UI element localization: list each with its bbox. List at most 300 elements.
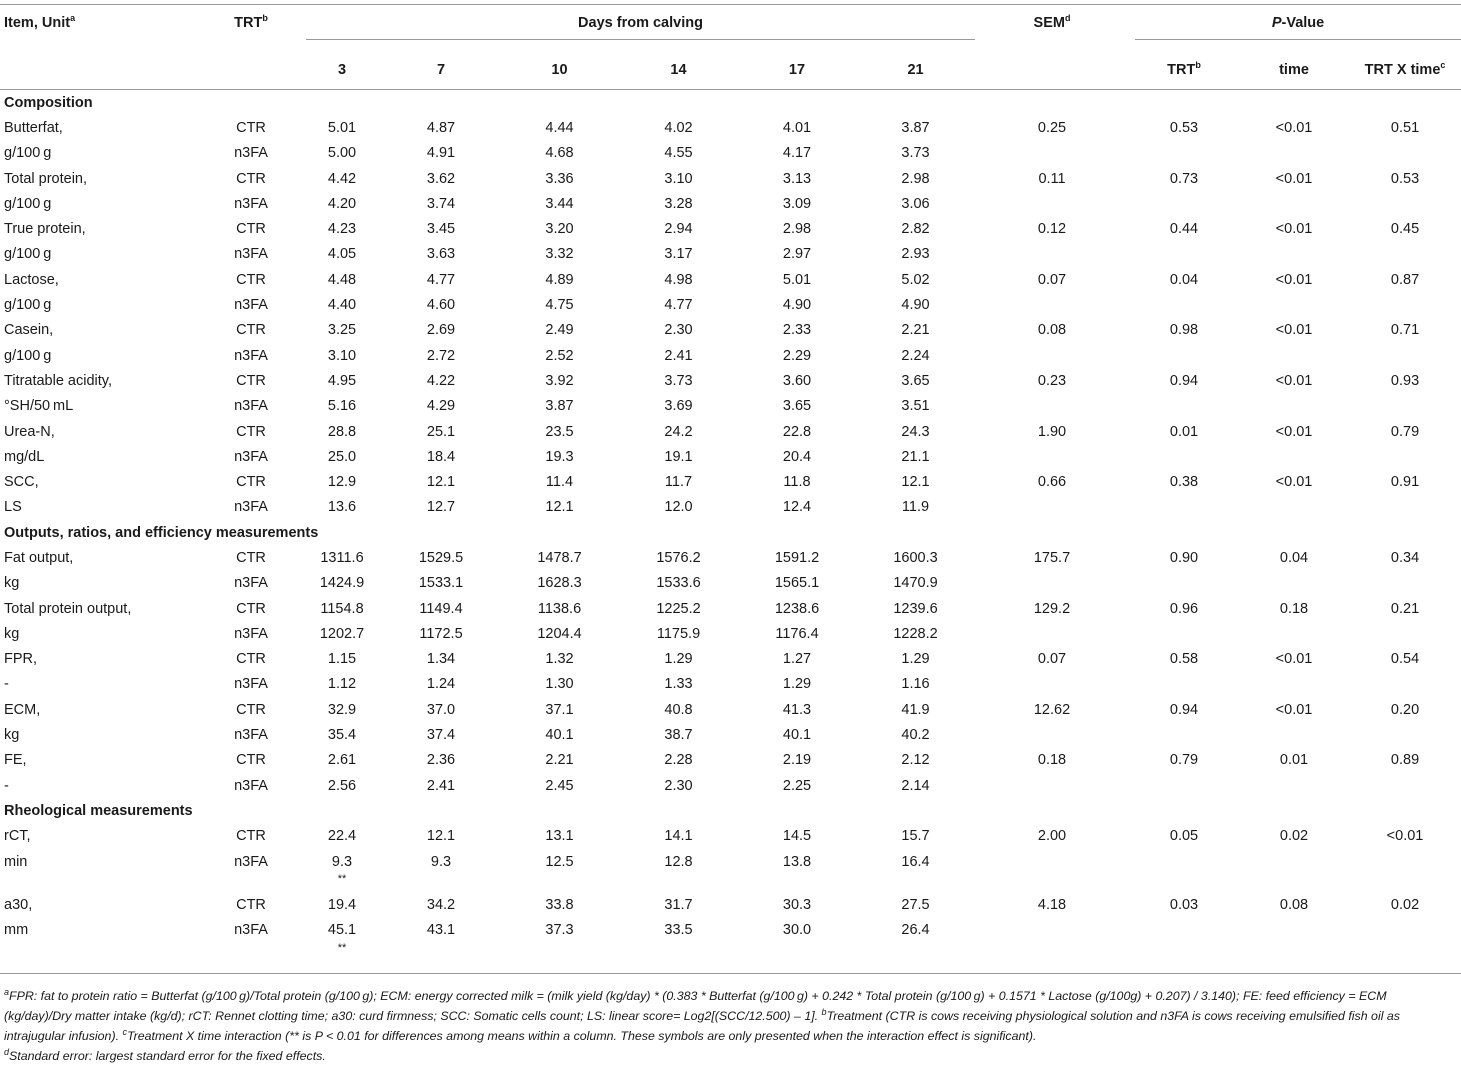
p-time-value: <0.01: [1275, 221, 1313, 238]
empty-cell: [975, 773, 1129, 798]
value-cell: 3.92: [545, 372, 574, 389]
table-row: [0, 191, 1461, 216]
pvalue-group-header: P-Value: [1129, 5, 1461, 52]
item-name: Lactose,: [4, 271, 59, 288]
sem-value: 1.90: [1037, 423, 1067, 440]
table-row: [0, 343, 1461, 368]
value-cell: 12.9: [327, 474, 357, 491]
footnote-c: Treatment X time interaction (** is P < 0.01 for differences among means within a column. These symbols are only presented when the interaction effect is significant).: [126, 1029, 1037, 1043]
trt-label: CTR: [236, 752, 266, 769]
empty-cell: [1239, 918, 1349, 943]
empty-cell: [1129, 943, 1239, 961]
empty-cell: [1129, 672, 1239, 697]
significance-row: [0, 874, 1461, 892]
value-cell: 2.82: [901, 221, 930, 238]
item-unit: g/100 g: [4, 347, 52, 364]
day-header: 3: [302, 51, 382, 90]
value-cell: 4.23: [327, 221, 357, 238]
value-cell: 3.65: [901, 372, 930, 389]
value-cell: 5.16: [327, 398, 357, 415]
value-cell: 1.33: [664, 676, 693, 693]
empty-cell: [1239, 672, 1349, 697]
value-cell: 33.8: [545, 896, 574, 913]
value-cell: 1228.2: [893, 625, 938, 642]
p-trt-value: 0.96: [1169, 600, 1199, 617]
value-cell: 37.3: [545, 922, 574, 939]
value-cell: 4.29: [426, 398, 456, 415]
value-cell: 24.3: [901, 423, 930, 440]
item-unit: kg: [4, 575, 20, 592]
item-unit: g/100 g: [4, 297, 52, 314]
value-cell: 1172.5: [419, 625, 463, 642]
value-cell: 12.7: [426, 499, 456, 516]
value-cell: 2.12: [901, 752, 930, 769]
value-cell: 3.87: [901, 119, 930, 136]
value-cell: 5.00: [327, 145, 357, 162]
value-cell: 1470.9: [893, 575, 938, 592]
value-cell: 13.6: [327, 499, 357, 516]
value-cell: 1176.4: [775, 625, 819, 642]
value-cell: 1478.7: [537, 549, 582, 566]
value-cell: 2.49: [545, 322, 574, 339]
table-row: [0, 267, 1461, 292]
item-name: ECM,: [4, 701, 41, 718]
trt-label: n3FA: [234, 448, 268, 465]
item-name: FE,: [4, 752, 27, 769]
empty-cell: [1239, 773, 1349, 798]
value-cell: 2.33: [782, 322, 812, 339]
value-cell: 4.75: [545, 297, 574, 314]
value-cell: 4.87: [426, 119, 456, 136]
value-cell: 3.51: [901, 398, 930, 415]
empty-cell: [1129, 874, 1239, 892]
value-cell: 2.41: [664, 347, 693, 364]
p-trt-value: 0.04: [1169, 271, 1199, 288]
value-cell: 4.42: [327, 170, 357, 187]
item-unit: -: [4, 777, 9, 794]
value-cell: 11.9: [901, 499, 930, 516]
table-row: [0, 647, 1461, 672]
empty-cell: [0, 943, 200, 961]
value-cell: 19.1: [664, 448, 693, 465]
trt-label: n3FA: [234, 246, 268, 263]
significance-mark: [500, 874, 619, 892]
empty-cell: [1239, 849, 1349, 874]
value-cell: 2.19: [782, 752, 812, 769]
table-row: [0, 697, 1461, 722]
trt-label: n3FA: [234, 853, 268, 870]
value-cell: 1600.3: [893, 549, 938, 566]
value-cell: 1.15: [327, 651, 357, 668]
value-cell: 16.4: [901, 853, 930, 870]
table-row: [0, 242, 1461, 267]
trt-label: n3FA: [234, 575, 268, 592]
empty-cell: [1349, 571, 1461, 596]
section-title: Composition: [4, 94, 93, 111]
trt-label: n3FA: [234, 499, 268, 516]
significance-mark: [619, 943, 738, 961]
empty-cell: [1129, 242, 1239, 267]
empty-cell: [975, 343, 1129, 368]
table-row: [0, 892, 1461, 917]
day-header: 14: [619, 51, 738, 90]
value-cell: 37.0: [426, 701, 456, 718]
empty-cell: [1349, 444, 1461, 469]
value-cell: 3.60: [782, 372, 812, 389]
table-row: [0, 419, 1461, 444]
trt-label: CTR: [236, 828, 266, 845]
empty-cell: [1129, 394, 1239, 419]
empty-cell: [1239, 571, 1349, 596]
value-cell: 1529.5: [418, 549, 464, 566]
value-cell: 9.3: [331, 853, 353, 870]
empty-cell: [975, 571, 1129, 596]
day-header: 10: [500, 51, 619, 90]
empty-cell: [1129, 191, 1239, 216]
value-cell: 19.3: [545, 448, 574, 465]
value-cell: 3.44: [545, 195, 574, 212]
p-time-value: <0.01: [1275, 322, 1313, 339]
p-interaction-value: 0.71: [1390, 322, 1420, 339]
sem-header: SEM$^d$: [975, 5, 1129, 52]
table-row: [0, 621, 1461, 646]
p-trt-value: 0.03: [1169, 896, 1199, 913]
table-row: [0, 469, 1461, 494]
value-cell: 4.77: [426, 271, 456, 288]
significance-mark: [856, 874, 975, 892]
item-name: Total protein,: [4, 170, 88, 187]
p-interaction-value: 0.51: [1390, 119, 1420, 136]
p-time-value: 0.18: [1279, 600, 1309, 617]
empty-cell: [1349, 141, 1461, 166]
value-cell: 4.48: [327, 271, 357, 288]
p-interaction-value: 0.79: [1390, 423, 1420, 440]
item-name: FPR,: [4, 651, 38, 668]
empty-cell: [1349, 394, 1461, 419]
value-cell: 3.32: [545, 246, 574, 263]
item-unit: min: [4, 853, 28, 870]
sem-value: 0.18: [1037, 752, 1067, 769]
table-row: [0, 824, 1461, 849]
item-unit: LS: [4, 499, 22, 516]
empty-cell: [1349, 292, 1461, 317]
empty-cell: [1129, 292, 1239, 317]
value-cell: 3.74: [426, 195, 456, 212]
value-cell: 3.73: [664, 372, 693, 389]
empty-cell: [1239, 495, 1349, 520]
value-cell: 40.1: [545, 727, 574, 744]
empty-cell: [975, 874, 1129, 892]
value-cell: 1239.6: [893, 600, 938, 617]
value-cell: 2.28: [664, 752, 693, 769]
value-cell: 11.7: [664, 474, 693, 491]
p-trt-value: 0.90: [1169, 549, 1199, 566]
table-row: [0, 318, 1461, 343]
value-cell: 45.1: [327, 922, 357, 939]
trt-label: n3FA: [234, 922, 268, 939]
results-table: [0, 4, 1461, 974]
p-trt-value: 0.94: [1169, 372, 1199, 389]
section-title: Outputs, ratios, and efficiency measurements: [4, 524, 319, 541]
value-cell: 40.2: [901, 727, 930, 744]
item-name: Butterfat,: [4, 119, 63, 136]
empty-cell: [975, 722, 1129, 747]
item-unit: mm: [4, 922, 29, 939]
value-cell: 12.8: [664, 853, 693, 870]
footnote-d: Standard error: largest standard error for the fixed effects.: [9, 1049, 326, 1063]
trt-label: n3FA: [234, 777, 268, 794]
value-cell: 1238.6: [774, 600, 820, 617]
empty-cell: [1349, 722, 1461, 747]
p-trt-value: 0.05: [1169, 828, 1199, 845]
header-row-1: [0, 5, 1461, 52]
p-trt-value: 0.94: [1169, 701, 1199, 718]
value-cell: 28.8: [327, 423, 357, 440]
value-cell: 5.01: [327, 119, 357, 136]
value-cell: 1.29: [782, 676, 812, 693]
empty-cell: [1129, 773, 1239, 798]
table-row: [0, 748, 1461, 773]
p-time-value: <0.01: [1275, 651, 1313, 668]
table-row: [0, 722, 1461, 747]
value-cell: 20.4: [782, 448, 812, 465]
p-trt-value: 0.53: [1169, 119, 1199, 136]
item-unit: °SH/50 mL: [4, 398, 74, 415]
sem-value: 0.12: [1037, 221, 1067, 238]
empty-cell: [975, 191, 1129, 216]
empty-cell: [1129, 918, 1239, 943]
value-cell: 3.20: [545, 221, 574, 238]
p-time-value: <0.01: [1275, 170, 1313, 187]
value-cell: 21.1: [901, 448, 930, 465]
p-interaction-value: 0.34: [1390, 549, 1420, 566]
trt-label: n3FA: [234, 145, 268, 162]
significance-mark: [738, 874, 856, 892]
value-cell: 3.25: [327, 322, 357, 339]
value-cell: 4.60: [426, 297, 456, 314]
value-cell: 25.0: [327, 448, 357, 465]
bottom-rule: [0, 961, 1461, 974]
empty-cell: [1349, 943, 1461, 961]
value-cell: 37.1: [545, 701, 574, 718]
value-cell: 2.36: [426, 752, 456, 769]
value-cell: 1.34: [426, 651, 456, 668]
value-cell: 1225.2: [656, 600, 701, 617]
value-cell: 2.21: [901, 322, 930, 339]
item-unit: kg: [4, 625, 20, 642]
value-cell: 4.55: [664, 145, 693, 162]
value-cell: 30.3: [782, 896, 812, 913]
value-cell: 3.45: [426, 221, 456, 238]
empty-cell: [200, 943, 302, 961]
value-cell: 1.16: [901, 676, 930, 693]
sem-value: 0.11: [1038, 170, 1066, 187]
empty-cell: [1129, 444, 1239, 469]
p-trt-value: 0.98: [1169, 322, 1199, 339]
sem-value: 129.2: [1033, 600, 1071, 617]
section-row: [0, 798, 1461, 823]
trt-label: CTR: [236, 322, 266, 339]
value-cell: 3.62: [426, 170, 456, 187]
p-interaction-value: 0.45: [1390, 221, 1420, 238]
value-cell: 1533.1: [418, 575, 464, 592]
significance-mark: [856, 943, 975, 961]
value-cell: 3.69: [664, 398, 693, 415]
value-cell: 14.5: [782, 828, 812, 845]
item-name: SCC,: [4, 474, 39, 491]
value-cell: 22.8: [782, 423, 812, 440]
table-row: [0, 571, 1461, 596]
table-row: [0, 596, 1461, 621]
value-cell: 2.98: [901, 170, 930, 187]
value-cell: 4.01: [782, 119, 812, 136]
header-row-2: [0, 51, 1461, 90]
value-cell: 4.20: [327, 195, 357, 212]
p-time-value: <0.01: [1275, 119, 1313, 136]
empty-cell: [200, 874, 302, 892]
empty-cell: [1349, 918, 1461, 943]
value-cell: 18.4: [426, 448, 456, 465]
day-header: 7: [382, 51, 500, 90]
empty-cell: [1239, 874, 1349, 892]
value-cell: 1.29: [664, 651, 693, 668]
value-cell: 3.73: [901, 145, 930, 162]
value-cell: 31.7: [664, 896, 693, 913]
value-cell: 14.1: [664, 828, 693, 845]
value-cell: 1628.3: [537, 575, 582, 592]
value-cell: 1175.9: [656, 625, 701, 642]
table-row: [0, 918, 1461, 943]
value-cell: 24.2: [664, 423, 693, 440]
value-cell: 2.93: [901, 246, 930, 263]
value-cell: 32.9: [327, 701, 357, 718]
significance-mark: [500, 943, 619, 961]
p-trt-value: 0.73: [1169, 170, 1199, 187]
empty-cell: [1129, 141, 1239, 166]
p-interaction-value: 0.93: [1390, 372, 1420, 389]
value-cell: 1.27: [782, 651, 812, 668]
empty-cell: [975, 141, 1129, 166]
trt-label: CTR: [236, 170, 266, 187]
empty-cell: [975, 495, 1129, 520]
p-interaction-value: 0.53: [1390, 170, 1420, 187]
section-row: [0, 520, 1461, 545]
trt-label: n3FA: [234, 727, 268, 744]
significance-mark: **: [337, 873, 347, 886]
value-cell: 3.87: [545, 398, 574, 415]
value-cell: 33.5: [664, 922, 693, 939]
trt-label: n3FA: [234, 676, 268, 693]
value-cell: 2.52: [545, 347, 574, 364]
p-time-value: 0.04: [1279, 549, 1309, 566]
value-cell: 3.63: [426, 246, 456, 263]
value-cell: 12.1: [545, 499, 574, 516]
value-cell: 11.8: [783, 474, 811, 491]
empty-cell: [1349, 849, 1461, 874]
empty-cell: [1349, 773, 1461, 798]
value-cell: 41.9: [901, 701, 930, 718]
p-time-value: <0.01: [1275, 701, 1313, 718]
table-row: [0, 394, 1461, 419]
empty-cell: [1349, 191, 1461, 216]
value-cell: 2.56: [327, 777, 357, 794]
value-cell: 30.0: [782, 922, 812, 939]
empty-cell: [1239, 242, 1349, 267]
value-cell: 3.13: [782, 170, 812, 187]
value-cell: 11.4: [545, 474, 574, 491]
pv-interaction-header: TRT X time$^c$: [1349, 51, 1461, 90]
trt-label: CTR: [236, 474, 266, 491]
value-cell: 40.8: [664, 701, 693, 718]
trt-label: CTR: [236, 372, 266, 389]
item-name: Fat output,: [4, 549, 74, 566]
value-cell: 5.02: [901, 271, 930, 288]
empty-cell: [975, 621, 1129, 646]
trt-header: TRT$^b$: [200, 5, 302, 52]
empty-cell: [975, 849, 1129, 874]
significance-mark: **: [337, 941, 347, 954]
value-cell: 3.17: [664, 246, 693, 263]
significance-mark: [382, 874, 500, 892]
p-trt-value: 0.44: [1169, 221, 1199, 238]
value-cell: 4.89: [545, 271, 574, 288]
p-interaction-value: 0.89: [1390, 752, 1420, 769]
value-cell: 1.29: [901, 651, 930, 668]
value-cell: 2.61: [327, 752, 357, 769]
value-cell: 4.22: [426, 372, 456, 389]
sem-value: 0.25: [1037, 119, 1067, 136]
p-interaction-value: 0.54: [1390, 651, 1420, 668]
value-cell: 2.21: [545, 752, 574, 769]
value-cell: 1.24: [426, 676, 456, 693]
value-cell: 4.44: [545, 119, 574, 136]
value-cell: 1591.2: [774, 549, 820, 566]
value-cell: 4.98: [664, 271, 693, 288]
value-cell: 4.68: [545, 145, 574, 162]
p-interaction-value: 0.21: [1390, 600, 1420, 617]
value-cell: 12.0: [664, 499, 693, 516]
p-interaction-value: 0.91: [1390, 474, 1420, 491]
value-cell: 2.30: [664, 777, 693, 794]
trt-label: n3FA: [234, 195, 268, 212]
value-cell: 4.91: [426, 145, 456, 162]
p-time-value: <0.01: [1275, 474, 1313, 491]
p-interaction-value: 0.20: [1390, 701, 1420, 718]
value-cell: 1.12: [327, 676, 357, 693]
empty-cell: [1129, 849, 1239, 874]
value-cell: 19.4: [327, 896, 357, 913]
sem-value: 0.23: [1037, 372, 1067, 389]
value-cell: 12.1: [426, 474, 456, 491]
item-unit-header: Item, Unit$^a$: [0, 5, 200, 52]
table-row: [0, 368, 1461, 393]
empty-cell: [1349, 672, 1461, 697]
empty-cell: [1239, 141, 1349, 166]
trt-label: CTR: [236, 271, 266, 288]
value-cell: 3.28: [664, 195, 693, 212]
value-cell: 2.97: [782, 246, 812, 263]
significance-mark: [738, 943, 856, 961]
trt-label: CTR: [236, 119, 266, 136]
value-cell: 4.77: [664, 297, 693, 314]
value-cell: 1565.1: [774, 575, 820, 592]
value-cell: 4.95: [327, 372, 357, 389]
value-cell: 4.40: [327, 297, 357, 314]
empty-cell: [1239, 943, 1349, 961]
value-cell: 1.32: [545, 651, 574, 668]
value-cell: 3.10: [664, 170, 693, 187]
empty-cell: [1349, 242, 1461, 267]
